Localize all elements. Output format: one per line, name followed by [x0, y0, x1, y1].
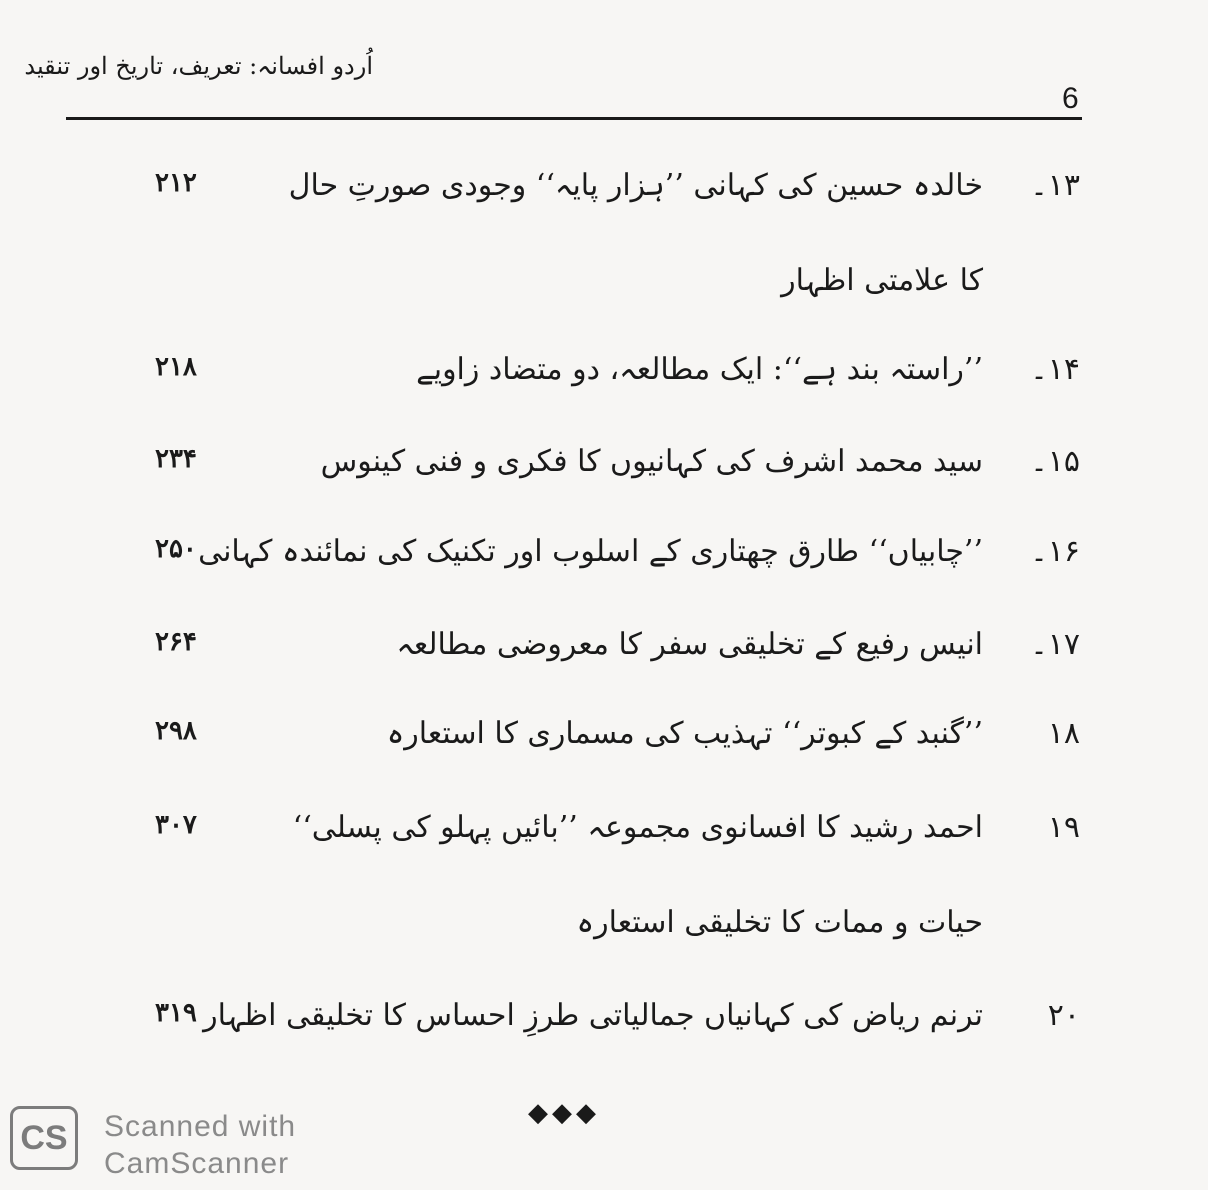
toc-entry	[0, 168, 1208, 298]
watermark-text	[104, 1108, 324, 1182]
toc-entry	[0, 716, 1208, 776]
running-header-title: اُردو افسانہ: تعریف، تاریخ اور تنقید	[24, 52, 373, 80]
toc-entry	[0, 810, 1208, 940]
watermark-line-2: CamScanner	[104, 1147, 290, 1180]
toc-entry	[0, 352, 1208, 412]
toc-entry-title-continued: کا علامتی اظہار	[781, 263, 983, 298]
toc-entry-number: ۲۰	[1047, 998, 1080, 1033]
toc-entry-page: ۲۱۲	[155, 168, 197, 198]
toc-entry	[0, 534, 1208, 594]
toc-entry-number: ۱۴۔	[1030, 352, 1080, 387]
toc-entry-number: ۱۸	[1047, 716, 1080, 751]
toc-entry-number: ۱۵۔	[1030, 444, 1080, 479]
toc-entry-page: ۲۵۰	[155, 534, 197, 564]
toc-entry-page: ۲۱۸	[155, 352, 197, 382]
end-ornament: ◆◆◆	[528, 1098, 600, 1128]
toc-entry-title: سید محمد اشرف کی کہانیوں کا فکری و فنی کینوس	[320, 444, 983, 479]
toc-entry	[0, 627, 1208, 687]
camscanner-logo-icon: CS	[10, 1106, 78, 1170]
toc-entry	[0, 444, 1208, 504]
toc-entry	[0, 998, 1208, 1058]
toc-entry-number: ۱۹	[1047, 810, 1080, 845]
toc-entry-page: ۲۹۸	[155, 716, 197, 746]
toc-entry-number: ۱۷۔	[1030, 627, 1080, 662]
toc-entry-page: ۲۶۴	[155, 627, 197, 657]
toc-entry-title: ’’چابیاں‘‘ طارق چھتاری کے اسلوب اور تکنیک کی نمائندہ کہانی	[198, 534, 983, 569]
toc-entry-number: ۱۶۔	[1030, 534, 1080, 569]
toc-entry-title: احمد رشید کا افسانوی مجموعہ ’’بائیں پہلو کی پسلی‘‘	[292, 810, 983, 845]
toc-entry-number: ۱۳۔	[1030, 168, 1080, 203]
page-number: 6	[1062, 82, 1079, 115]
toc-entry-title: ’’راستہ بند ہے‘‘: ایک مطالعہ، دو متضاد زاویے	[416, 352, 983, 387]
toc-entry-title: ترنم ریاض کی کہانیاں جمالیاتی طرزِ احساس کا تخلیقی اظہار	[203, 998, 983, 1033]
toc-entry-title: انیس رفیع کے تخلیقی سفر کا معروضی مطالعہ	[396, 627, 983, 662]
watermark-line-1: Scanned with	[104, 1110, 297, 1143]
toc-entry-page: ۳۱۹	[155, 998, 197, 1028]
toc-entry-page: ۳۰۷	[155, 810, 197, 840]
toc-entry-title: خالدہ حسین کی کہانی ’’ہزار پایہ‘‘ وجودی صورتِ حال	[288, 168, 983, 203]
header-divider	[66, 117, 1082, 120]
toc-entry-page: ۲۳۴	[155, 444, 197, 474]
toc-entry-title-continued: حیات و ممات کا تخلیقی استعارہ	[576, 905, 983, 940]
toc-entry-title: ’’گنبد کے کبوتر‘‘ تہذیب کی مسماری کا استعارہ	[386, 716, 983, 751]
